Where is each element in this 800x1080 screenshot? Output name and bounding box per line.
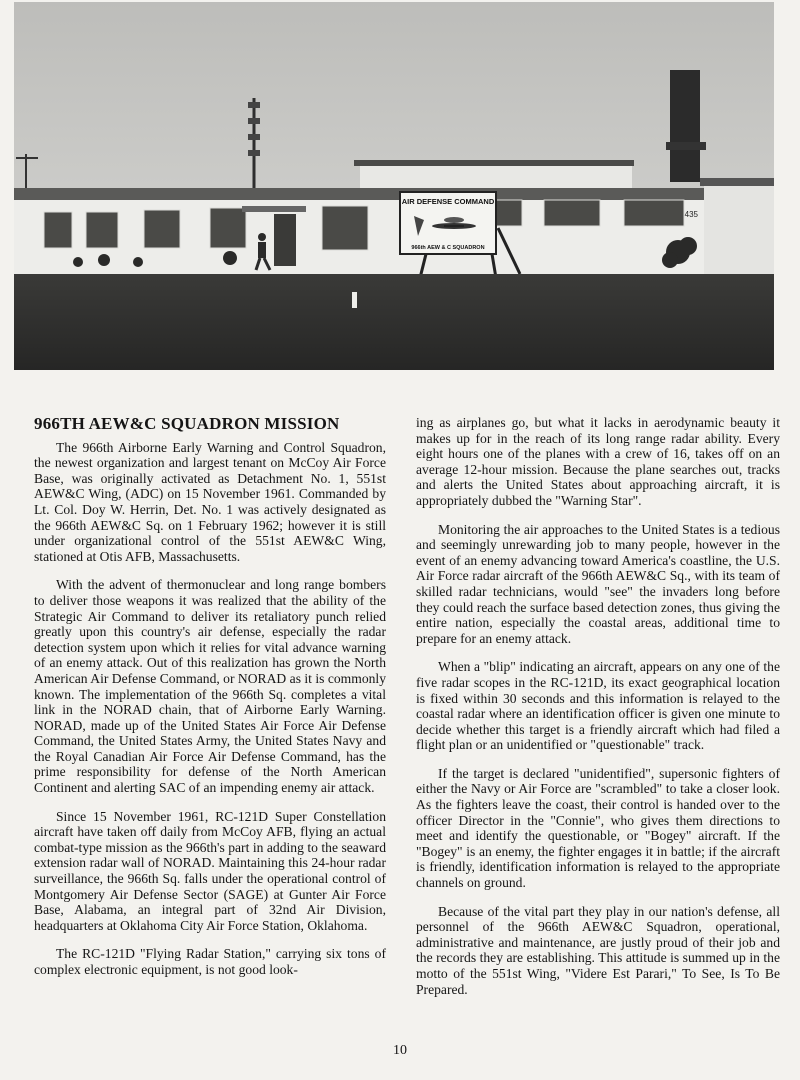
building-photo-illustration xyxy=(14,2,774,370)
building xyxy=(14,178,774,280)
sign-unit: 966th AEW & C SQUADRON xyxy=(411,245,485,251)
lawn xyxy=(14,274,774,370)
article-paragraph: Because of the vital part they play in our nation's defense, all personnel of the 966th AEW&C Squadron, operational, administrative and maintenance, are justly proud of their job and the records they are establishing. This attitude is summed up in the motto of the 551st Wing, "Videre Est Parari," To See, Is To Be Prepared. xyxy=(416,903,780,997)
chimney xyxy=(670,70,700,182)
article-paragraph: Monitoring the air approaches to the United States is a tedious and seemingly unrewarding job to many people, however in the event of an enemy advancing toward America's coastline, the U.S. Air Force radar aircraft of the 966th AEW&C Sq., with its team of skilled radar technicians, would "see" the invaders long before they could reach the surface based detection zones, thus giving the entire nation, especially the coastal areas, additional time to prepare for an enemy attack. xyxy=(416,521,780,646)
sign-title: AIR DEFENSE COMMAND xyxy=(401,197,495,206)
article-paragraph: If the target is declared "unidentified", supersonic fighters of either the Navy or Air Force are "scrambled" to take a closer look. As the fighters leave the coast, their control is handed over to the officer Director in the "Connie", who gives them directions to meet and identify the questionable, or "Bogey" aircraft. If the "Bogey" is an enemy, the fighter engages it in battle; if the aircraft is friendly, identification information is relayed to the appropriate channels on ground. xyxy=(416,765,780,891)
article-paragraph: ing as airplanes go, but what it lacks in aerodynamic beauty it makes up for in the reach of its long range radar ability. Every eight hours one of the planes with a crew of 16, takes off on an average 12-hour mission. Because the plane searches out, tracks and alerts the United States about approaching aircraft, it is appropriately dubbed the "Warning Star". xyxy=(416,415,780,508)
article-title: 966TH AEW&C SQUADRON MISSION xyxy=(34,414,340,433)
article-paragraph: The RC-121D "Flying Radar Station," carrying six tons of complex electronic equipment, is not good look- xyxy=(34,946,386,977)
article-right-column xyxy=(416,415,780,1010)
article-paragraph: With the advent of thermonuclear and long range bombers to deliver those weapons it was realized that the ability of the Strategic Air Command to deliver its retaliatory punch relied greatly upon this country's air defense, especially the radar detection system upon which it relies for vital advance warning of an enemy attack. Out of this realization has grown the North American Air Defense Command, or NORAD as it is commonly known. The implementation of the 966th Sq. completes a vital link in the NORAD chain, that of Airborne Early Warning. NORAD, made up of the United States Air Force Air Defense Command, the United States Army, the United States Navy and the Royal Canadian Air Force Air Defense Command, has the prime responsibility for defense of the North American Continent and alerting SAC of an impending enemy air attack. xyxy=(34,577,386,796)
building-number: 435 xyxy=(684,210,698,219)
page-number: 10 xyxy=(393,1043,407,1058)
entrance-door xyxy=(274,214,296,266)
article-paragraph: The 966th Airborne Early Warning and Control Squadron, the newest organization and largest tenant on McCoy Air Force Base, was originally activated as Detachment No. 1, 551st AEW&C Wing, (ADC) on 15 November 1961. Commanded by Lt. Col. Doy W. Herrin, Det. No. 1 was actively designated as the 966th AEW&C Sq. on 1 February 1962; however it is still under organizational control of the 551st AEW&C Wing, stationed at Otis AFB, Massachusetts. xyxy=(34,439,386,564)
article-paragraph: When a "blip" indicating an aircraft, appears on any one of the five radar scopes in the RC-121D, its exact geographical location is fixed within 30 seconds and this information is relayed to the coastal radar where an identification officer is given one minute to decide whether this target is a friendly aircraft which had filed a flight plan or an unidentified or "questionable" track. xyxy=(416,659,780,753)
article-left-column xyxy=(34,414,386,991)
article-paragraph: Since 15 November 1961, RC-121D Super Constellation aircraft have taken off daily from McCoy AFB, flying an actual combat-type mission as the 966th's part in adding to the seaward extension radar wall of NORAD. Maintaining this 24-hour radar surveillance, the 966th Sq. falls under the operational control of Montgomery Air Defense Sector (SAGE) at Gunter Air Force Base, Alabama, an integral part of 32nd Air Division, headquarters at Oklahoma City Air Force Station, Oklahoma. xyxy=(34,808,386,933)
squadron-building-photo xyxy=(14,2,774,370)
